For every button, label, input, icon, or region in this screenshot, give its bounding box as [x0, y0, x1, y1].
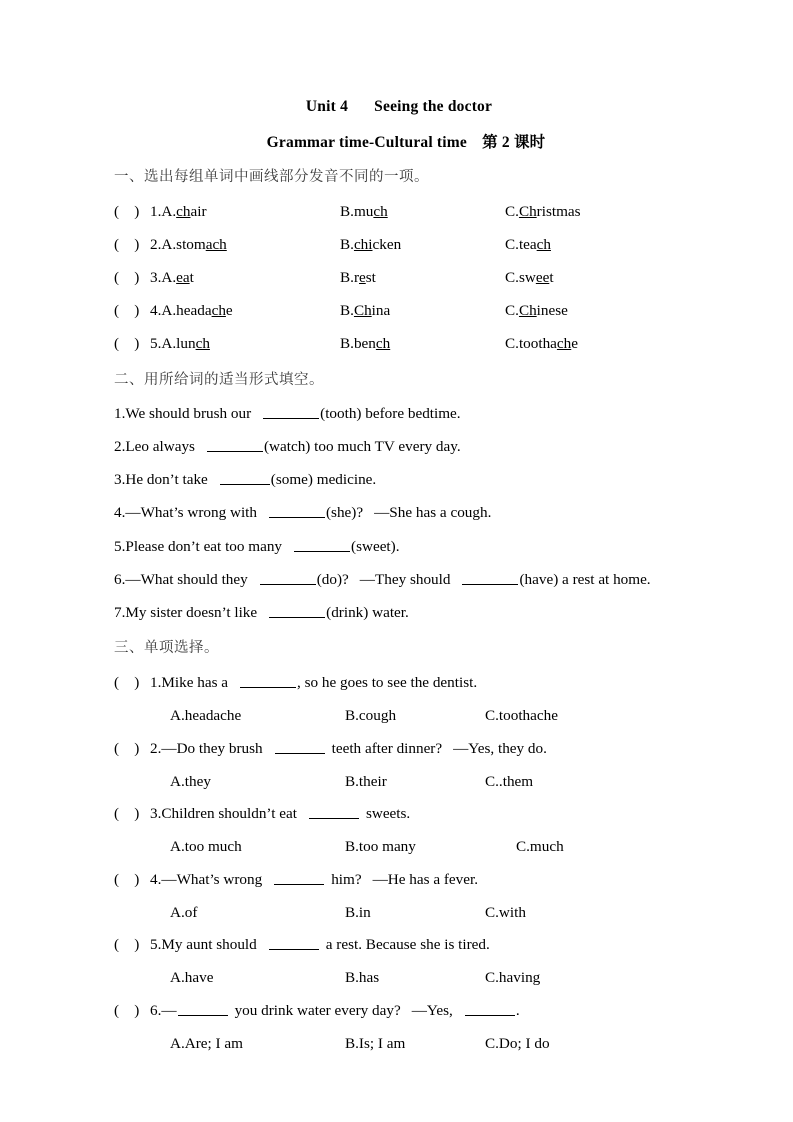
section-two-question-6 — [114, 568, 684, 592]
option-c-post: ristmas — [536, 202, 581, 220]
question-stem: Mike has a — [161, 673, 229, 691]
section-three-options-4 — [114, 901, 684, 924]
section-one-question-3 — [114, 266, 684, 290]
section-three-options-1 — [114, 704, 684, 727]
section-three-question-3 — [114, 802, 684, 826]
option-a-post: air — [190, 202, 207, 220]
section-three-question-6 — [114, 999, 684, 1023]
question-answer-part: —Yes, they do. — [453, 739, 547, 757]
option-b-underlined: ch — [375, 334, 391, 352]
answer-blank[interactable] — [309, 804, 359, 819]
option-b[interactable]: B.Is; I am — [345, 1034, 406, 1052]
option-c[interactable]: C.with — [485, 903, 526, 921]
question-stem: —What should they — [125, 570, 248, 588]
option-b[interactable]: B.cough — [345, 707, 397, 724]
word-hint: (some) medicine. — [270, 471, 377, 489]
section-one-question-1 — [114, 200, 684, 224]
answer-bracket[interactable]: ( ) — [114, 805, 140, 823]
option-b-pre: mu — [353, 202, 374, 220]
word-hint-2: (have) a rest at home. — [519, 570, 651, 588]
word-hint: (watch) too much TV every day. — [263, 438, 461, 456]
option-b-label: B. — [340, 202, 354, 220]
question-number: 3. — [150, 268, 162, 286]
option-a[interactable]: A.Are; I am — [170, 1034, 243, 1052]
answer-bracket[interactable]: ( ) — [114, 870, 140, 888]
section-two-question-3 — [114, 468, 684, 492]
option-b-post: st — [365, 268, 376, 286]
option-c-5[interactable] — [505, 332, 578, 356]
question-number: 1. — [150, 673, 162, 691]
word-hint: (tooth) before bedtime. — [320, 405, 461, 423]
question-stem: Leo always — [125, 438, 195, 456]
option-b-2[interactable] — [340, 233, 401, 257]
option-c-1[interactable] — [505, 200, 581, 224]
option-a[interactable]: A.headache — [170, 707, 242, 724]
option-a[interactable]: A.too much — [170, 838, 242, 856]
answer-blank-2[interactable] — [465, 1000, 515, 1015]
answer-bracket[interactable]: ( ) — [114, 301, 140, 319]
page-subtitle — [114, 132, 684, 154]
option-c-underlined: Ch — [518, 301, 537, 319]
answer-blank[interactable] — [269, 503, 325, 518]
option-b-label: B. — [340, 301, 354, 319]
section-two-question-1 — [114, 402, 684, 426]
section-three-question-1 — [114, 671, 684, 695]
option-c-pre: sw — [518, 268, 536, 286]
question-number: 4. — [150, 870, 162, 888]
option-c-label: C. — [505, 235, 519, 253]
option-b[interactable]: B.too many — [345, 838, 416, 856]
option-c-label: C. — [505, 202, 519, 220]
question-stem-tail: teeth after dinner? — [331, 739, 443, 757]
option-b-3[interactable] — [340, 266, 376, 290]
option-b-label: B. — [340, 268, 354, 286]
option-a-underlined: ch — [195, 334, 210, 352]
answer-bracket[interactable]: ( ) — [114, 1001, 140, 1019]
question-answer-part: —He has a fever. — [372, 870, 479, 888]
option-a-underlined: ch — [176, 202, 191, 220]
section-three-options-5 — [114, 966, 684, 989]
question-stem: He don’t take — [125, 471, 208, 489]
option-a-label[interactable]: A. — [161, 268, 177, 286]
question-stem: — — [161, 1001, 177, 1019]
answer-bracket[interactable]: ( ) — [114, 268, 140, 286]
option-c-post: e — [571, 334, 578, 352]
section-one-question-5 — [114, 332, 684, 356]
option-c-label: C. — [505, 268, 519, 286]
answer-bracket[interactable]: ( ) — [114, 936, 140, 954]
section-three-options-2 — [114, 770, 684, 793]
question-number: 4. — [114, 504, 126, 522]
question-number: 6. — [150, 1001, 162, 1019]
answer-blank[interactable] — [260, 569, 316, 584]
option-b-pre: ben — [353, 334, 376, 352]
answer-blank[interactable] — [269, 602, 325, 617]
option-a-post: t — [189, 268, 194, 286]
question-stem: —What’s wrong — [161, 870, 263, 888]
question-number: 3. — [150, 805, 162, 823]
worksheet-body — [114, 96, 684, 1064]
option-b-post: cken — [372, 235, 402, 253]
section-two-heading: 二、用所给词的适当形式填空。 — [114, 371, 324, 388]
section-three-options-6 — [114, 1032, 684, 1055]
option-b-underlined: Ch — [353, 301, 372, 319]
answer-bracket[interactable]: ( ) — [114, 202, 140, 220]
option-b[interactable]: B.their — [345, 772, 387, 790]
answer-bracket[interactable]: ( ) — [114, 739, 140, 757]
option-a-pre: heada — [176, 301, 212, 319]
option-b-post: ina — [371, 301, 391, 319]
section-three-options-3 — [114, 835, 684, 858]
option-a-underlined: ach — [205, 235, 227, 253]
question-stem: Children shouldn’t eat — [161, 805, 297, 823]
option-b-pre: r — [353, 268, 359, 286]
section-three-question-4 — [114, 868, 684, 892]
option-c[interactable]: C.Do; I do — [485, 1034, 550, 1052]
option-c-post: inese — [536, 301, 568, 319]
question-answer-part: —She has a cough. — [374, 504, 492, 522]
section-one-question-4 — [114, 299, 684, 323]
answer-bracket[interactable]: ( ) — [114, 235, 140, 253]
option-c[interactable]: C.much — [516, 838, 564, 856]
question-number: 5. — [114, 537, 126, 555]
question-number: 4. — [150, 301, 162, 319]
question-number: 5. — [150, 334, 162, 352]
option-b[interactable]: B.in — [345, 903, 371, 921]
question-number: 1. — [114, 405, 126, 423]
section-three-heading: 三、单项选择。 — [114, 640, 219, 657]
option-a-pre: lun — [176, 334, 196, 352]
word-hint: (drink) water. — [326, 603, 409, 621]
option-c-label: C. — [505, 334, 519, 352]
option-b-underlined: e — [359, 268, 366, 286]
option-c-pre: tootha — [518, 334, 557, 352]
question-stem: —What’s wrong with — [125, 504, 257, 522]
option-a-underlined: ea — [176, 268, 190, 286]
question-number: 3. — [114, 471, 126, 489]
page-title — [114, 96, 684, 118]
option-b-label: B. — [340, 235, 354, 253]
question-number: 1. — [150, 202, 162, 220]
option-b-4[interactable] — [340, 299, 390, 323]
option-a-label[interactable]: A. — [161, 301, 177, 319]
lesson-name: Grammar time-Cultural time — [266, 134, 467, 152]
option-a-post: e — [225, 301, 233, 319]
option-b-5[interactable] — [340, 332, 390, 356]
option-c-underlined: ch — [556, 334, 572, 352]
option-c-post: t — [549, 268, 554, 286]
section-three-question-5 — [114, 933, 684, 957]
answer-blank[interactable] — [274, 869, 324, 884]
answer-blank[interactable] — [294, 536, 350, 551]
word-hint: (do)? — [316, 570, 349, 588]
question-stem: We should brush our — [125, 405, 252, 423]
section-two-question-7 — [114, 601, 684, 625]
option-c-pre: tea — [518, 235, 537, 253]
option-c-2[interactable] — [505, 233, 551, 257]
option-c-4[interactable] — [505, 299, 568, 323]
answer-blank-2[interactable] — [462, 569, 518, 584]
question-stem: My sister doesn’t like — [125, 603, 258, 621]
option-c-underlined: ch — [536, 235, 551, 253]
word-hint: (she)? — [326, 504, 364, 522]
answer-bracket[interactable]: ( ) — [114, 334, 140, 352]
question-number: 2. — [150, 235, 162, 253]
section-one-question-2 — [114, 233, 684, 257]
option-b[interactable]: B.has — [345, 969, 380, 987]
section-three-question-2 — [114, 737, 684, 761]
option-c-3[interactable] — [505, 266, 554, 290]
unit-number: Unit 4 — [305, 98, 349, 115]
option-a-label[interactable]: A. — [161, 334, 177, 352]
option-a-label[interactable]: A. — [161, 235, 177, 253]
lesson-period: 第 2 课时 — [482, 134, 546, 152]
section-one-heading: 一、选出每组单词中画线部分发音不同的一项。 — [114, 168, 429, 185]
answer-blank[interactable] — [207, 437, 263, 452]
option-c[interactable]: C.toothache — [485, 707, 558, 724]
option-b-label: B. — [340, 334, 354, 352]
question-answer-part: —Yes, — [411, 1001, 453, 1019]
answer-blank[interactable] — [220, 470, 270, 485]
option-a[interactable]: A.they — [170, 772, 211, 790]
option-b-underlined: chi — [353, 235, 373, 253]
option-a-label[interactable]: A. — [161, 202, 177, 220]
question-stem: Please don’t eat too many — [125, 537, 283, 555]
option-a[interactable]: A.of — [170, 903, 198, 921]
section-two-question-4 — [114, 501, 684, 525]
question-stem-tail: sweets. — [365, 805, 411, 823]
unit-topic: Seeing the doctor — [374, 98, 493, 115]
question-stem-tail: , so he goes to see the dentist. — [297, 673, 478, 691]
answer-blank[interactable] — [263, 404, 319, 419]
section-two-question-5 — [114, 535, 684, 559]
question-number: 5. — [150, 936, 162, 954]
question-stem-tail: him? — [331, 870, 362, 888]
question-stem: My aunt should — [161, 936, 257, 954]
option-c[interactable]: C..them — [485, 772, 534, 790]
answer-blank[interactable] — [275, 738, 325, 753]
option-a-underlined: ch — [211, 301, 226, 319]
option-b-1[interactable] — [340, 200, 388, 224]
answer-blank[interactable] — [178, 1000, 228, 1015]
option-b-underlined: ch — [373, 202, 388, 220]
answer-bracket[interactable]: ( ) — [114, 673, 140, 691]
option-c-underlined: ee — [535, 268, 550, 286]
question-number: 2. — [150, 739, 162, 757]
question-stem-end: . — [515, 1001, 520, 1019]
question-stem: —Do they brush — [161, 739, 263, 757]
answer-blank[interactable] — [269, 935, 319, 950]
option-c-label: C. — [505, 301, 519, 319]
section-two-question-2 — [114, 435, 684, 459]
option-c[interactable]: C.having — [485, 969, 541, 987]
word-hint: (sweet). — [351, 537, 400, 555]
question-stem-tail: you drink water every day? — [234, 1001, 401, 1019]
question-stem-second: —They should — [359, 570, 451, 588]
option-a-pre: stom — [176, 235, 206, 253]
option-a[interactable]: A.have — [170, 969, 214, 987]
question-number: 2. — [114, 438, 126, 456]
option-c-underlined: Ch — [518, 202, 537, 220]
question-number: 6. — [114, 570, 126, 588]
question-stem-tail: a rest. Because she is tired. — [325, 936, 490, 954]
answer-blank[interactable] — [240, 673, 296, 688]
question-number: 7. — [114, 603, 126, 621]
